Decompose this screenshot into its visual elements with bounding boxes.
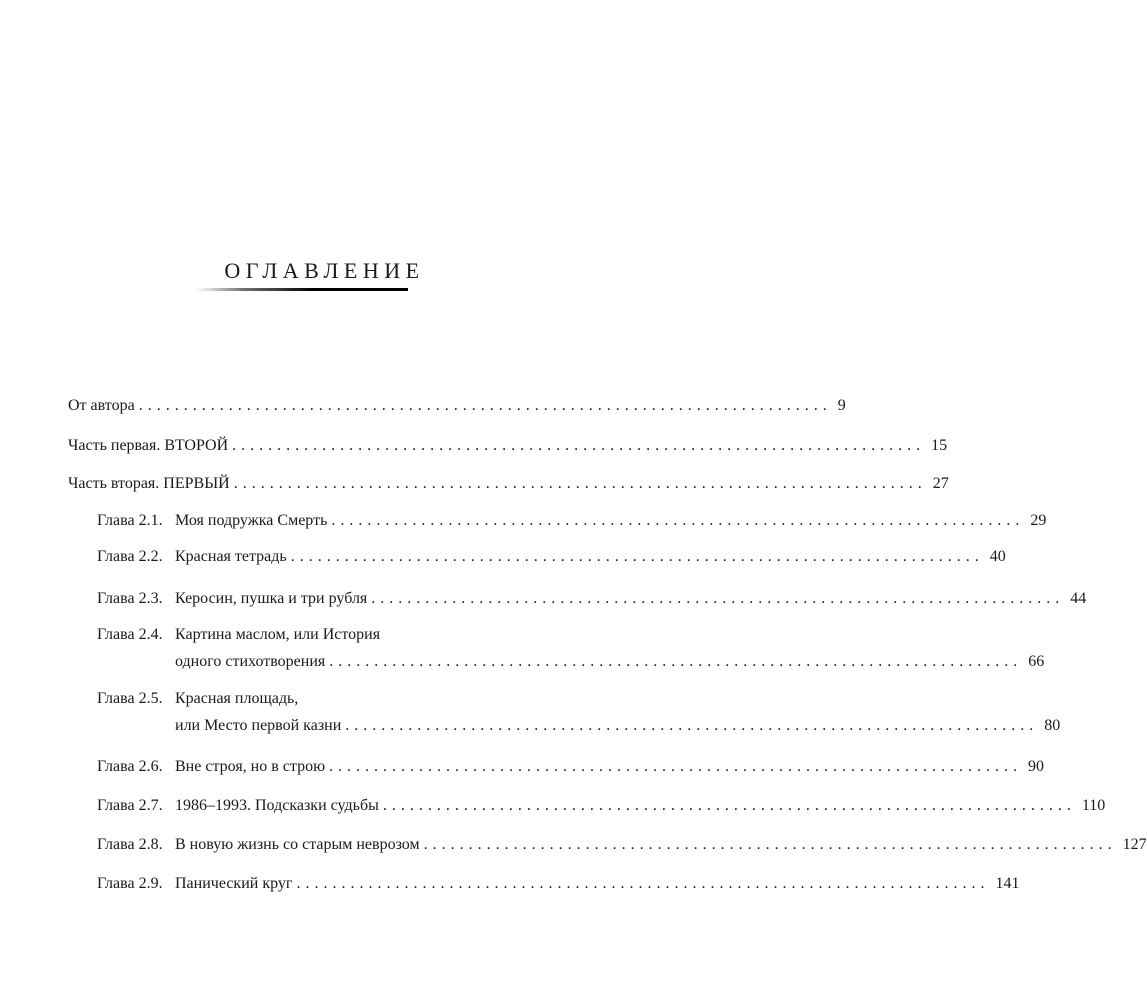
page-number: 27 <box>932 475 949 492</box>
chapter-title: В новую жизнь со старым неврозом <box>175 836 420 853</box>
toc-chapter-entry[interactable] <box>175 717 1061 741</box>
dot-leader: ............................................................................. <box>232 437 926 454</box>
page-number: 40 <box>989 548 1006 565</box>
chapter-prefix: Глава 2.1. <box>97 512 163 529</box>
toc-entry[interactable] <box>68 475 949 499</box>
toc-chapter-entry[interactable] <box>97 548 1006 572</box>
chapter-title: Панический круг <box>175 875 293 892</box>
toc-entry[interactable] <box>68 437 948 461</box>
chapter-prefix: Глава 2.9. <box>97 875 163 892</box>
dot-leader: ............................................................................. <box>290 548 984 565</box>
dot-leader: ............................................................................. <box>329 758 1023 775</box>
page-number: 29 <box>1030 512 1047 529</box>
page-number: 66 <box>1028 653 1045 670</box>
dot-leader: ............................................................................. <box>296 875 990 892</box>
chapter-title: или Место первой казни <box>175 717 342 734</box>
heading-underline <box>196 288 408 291</box>
page-number: 90 <box>1028 758 1045 775</box>
chapter-prefix: Глава 2.3. <box>97 590 163 607</box>
chapter-title: Керосин, пушка и три рубля <box>175 590 368 607</box>
dot-leader: ............................................................................. <box>233 475 927 492</box>
chapter-prefix: Глава 2.5. <box>97 690 163 707</box>
chapter-prefix: Глава 2.2. <box>97 548 163 565</box>
dot-leader: ............................................................................. <box>382 797 1076 814</box>
page-number: 127 <box>1122 836 1147 853</box>
chapter-prefix: Глава 2.8. <box>97 836 163 853</box>
entry-title: Часть вторая. ПЕРВЫЙ <box>68 475 230 492</box>
page-number: 44 <box>1070 590 1087 607</box>
chapter-title: одного стихотворения <box>175 653 326 670</box>
toc-chapter-entry[interactable] <box>97 512 1047 536</box>
dot-leader: ............................................................................. <box>331 512 1025 529</box>
chapter-prefix: Глава 2.4. <box>97 626 163 643</box>
entry-title: От автора <box>68 397 135 414</box>
dot-leader: ............................................................................. <box>329 653 1023 670</box>
chapter-title: Красная тетрадь <box>175 548 287 565</box>
dot-leader: ............................................................................. <box>371 590 1065 607</box>
toc-heading: ОГЛАВЛЕНИЕ <box>224 258 425 283</box>
page-number: 141 <box>995 875 1020 892</box>
chapter-title-first-line: Красная площадь, <box>175 690 299 707</box>
toc-chapter-entry[interactable] <box>97 590 1087 614</box>
toc-entry[interactable] <box>68 397 846 421</box>
dot-leader: ............................................................................. <box>345 717 1039 734</box>
dot-leader: ............................................................................. <box>423 836 1117 853</box>
chapter-prefix: Глава 2.7. <box>97 797 163 814</box>
chapter-title: Моя подружка Смерть <box>175 512 328 529</box>
toc-chapter-entry[interactable] <box>97 875 1020 899</box>
toc-chapter-entry[interactable] <box>175 653 1045 677</box>
chapter-title: 1986–1993. Подсказки судьбы <box>175 797 379 814</box>
page-number: 9 <box>837 397 846 414</box>
chapter-prefix: Глава 2.6. <box>97 758 163 775</box>
page-number: 110 <box>1081 797 1106 814</box>
page-number: 80 <box>1044 717 1061 734</box>
toc-chapter-entry[interactable] <box>97 797 1106 821</box>
chapter-title-line1[interactable] <box>97 626 538 650</box>
chapter-title-line1[interactable] <box>97 690 538 714</box>
chapter-title-first-line: Картина маслом, или История <box>175 626 381 643</box>
toc-chapter-entry[interactable] <box>97 836 1147 860</box>
page-number: 15 <box>931 437 948 454</box>
toc-chapter-entry[interactable] <box>97 758 1045 782</box>
chapter-title: Вне строя, но в строю <box>175 758 326 775</box>
dot-leader: ............................................................................. <box>138 397 832 414</box>
entry-title: Часть первая. ВТОРОЙ <box>68 437 229 454</box>
